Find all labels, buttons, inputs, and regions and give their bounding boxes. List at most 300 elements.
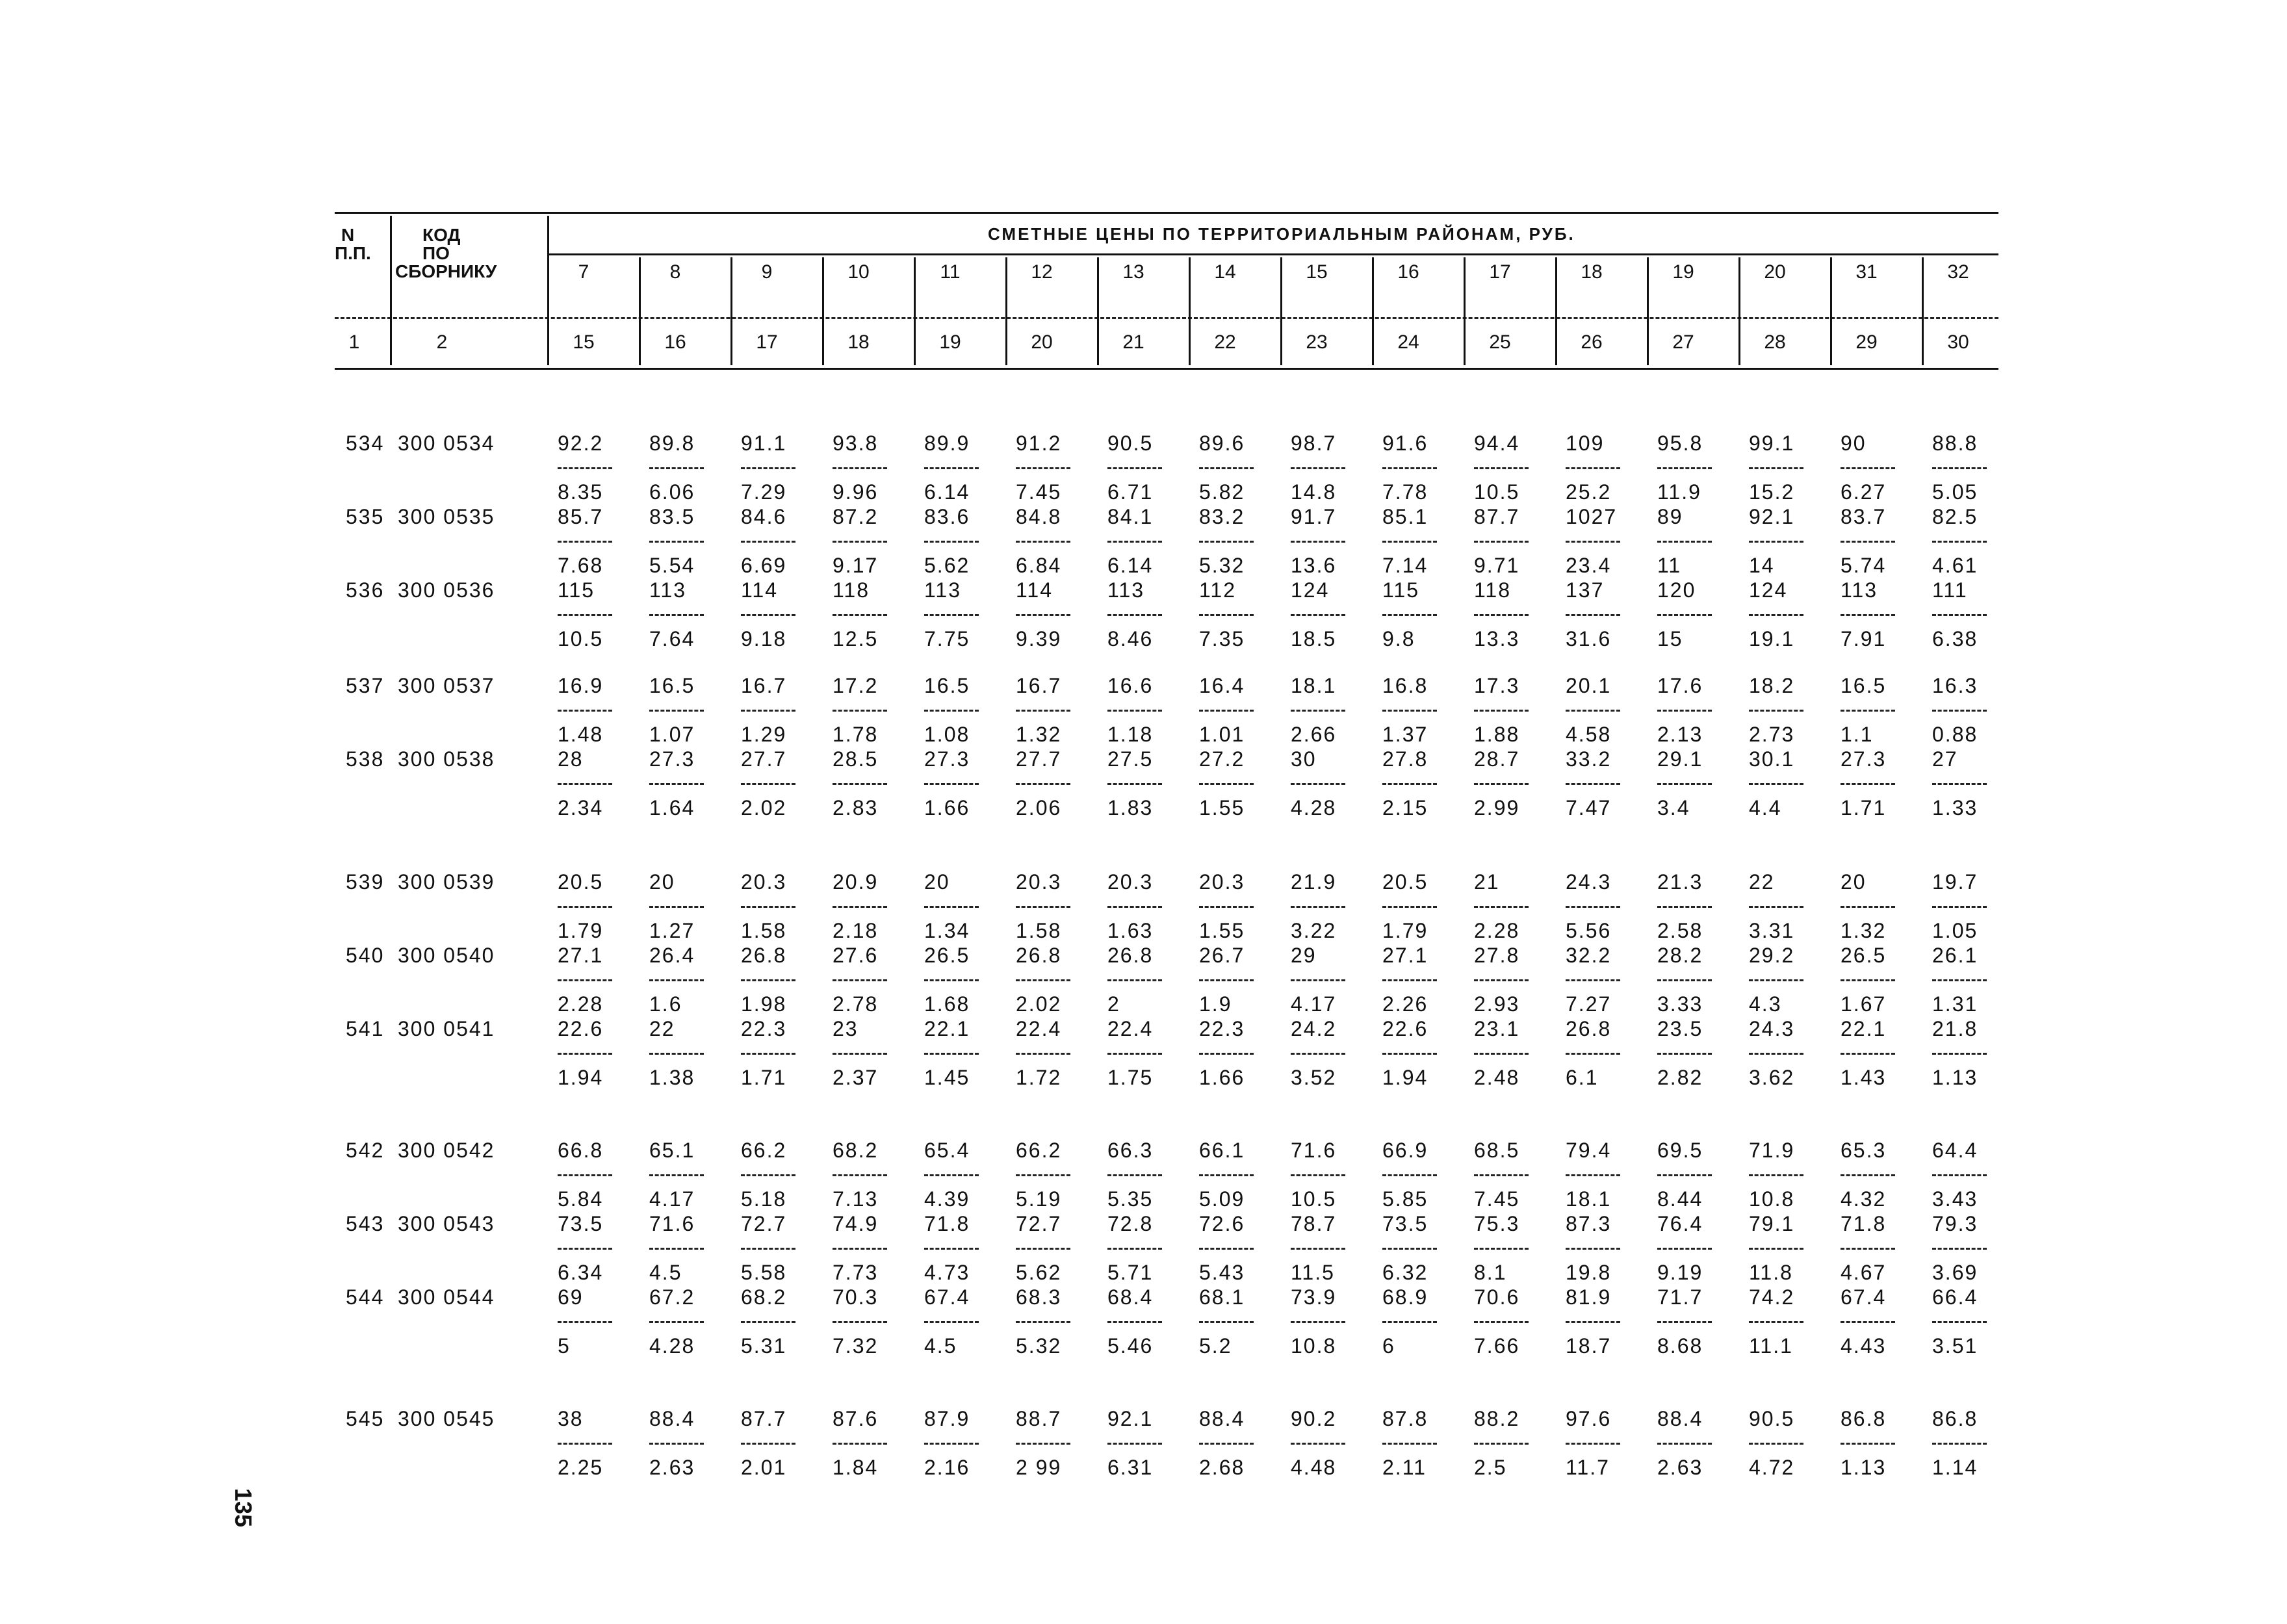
price-value: 20.5 xyxy=(1382,870,1428,894)
price-value: 137 xyxy=(1566,578,1605,602)
price-subvalue: 10.8 xyxy=(1291,1334,1337,1358)
price-subvalue: 19.1 xyxy=(1749,627,1795,651)
price-subvalue: 1.79 xyxy=(558,919,604,942)
fraction-bar xyxy=(1841,1248,1895,1250)
price-subvalue: 11.1 xyxy=(1749,1334,1793,1358)
price-subvalue: 7.73 xyxy=(833,1261,879,1284)
fraction-bar xyxy=(1199,1248,1254,1250)
price-value: 124 xyxy=(1749,578,1788,602)
price-value: 83.5 xyxy=(649,505,695,528)
price-subvalue: 6.1 xyxy=(1566,1066,1599,1089)
price-value: 118 xyxy=(833,578,870,602)
price-subvalue: 1.1 xyxy=(1841,723,1874,746)
price-subvalue: 7.78 xyxy=(1382,480,1428,504)
price-subvalue: 5.19 xyxy=(1016,1187,1062,1211)
price-value: 27.8 xyxy=(1382,747,1428,771)
price-subvalue: 9.18 xyxy=(741,627,787,651)
header-separator xyxy=(1647,257,1649,365)
price-subvalue: 7.91 xyxy=(1841,627,1887,651)
price-value: 84.1 xyxy=(1107,505,1154,528)
fraction-bar xyxy=(1932,1321,1987,1323)
fraction-bar xyxy=(1382,710,1437,712)
fraction-bar xyxy=(1199,1174,1254,1176)
price-subvalue: 7.29 xyxy=(741,480,787,504)
price-subvalue: 6.69 xyxy=(741,554,787,577)
price-value: 26.8 xyxy=(1107,944,1154,967)
price-subvalue: 1.13 xyxy=(1932,1066,1978,1089)
header-separator xyxy=(1464,257,1466,365)
price-subvalue: 2.13 xyxy=(1657,723,1703,746)
fraction-bar xyxy=(1474,614,1529,616)
price-value: 23.5 xyxy=(1657,1017,1703,1040)
row-number: 543 xyxy=(346,1212,385,1235)
price-subvalue: 5.31 xyxy=(741,1334,787,1358)
price-subvalue: 4.48 xyxy=(1291,1456,1337,1479)
fraction-bar xyxy=(1382,467,1437,469)
price-value: 29 xyxy=(1291,944,1317,967)
price-subvalue: 2.78 xyxy=(833,992,879,1016)
fraction-bar xyxy=(1841,906,1895,908)
price-subvalue: 2.48 xyxy=(1474,1066,1520,1089)
price-value: 27.5 xyxy=(1107,747,1154,771)
fraction-bar xyxy=(833,906,887,908)
price-subvalue: 1.14 xyxy=(1932,1456,1978,1479)
price-value: 88.4 xyxy=(1199,1407,1245,1430)
fraction-bar xyxy=(741,1174,795,1176)
price-subvalue: 1.27 xyxy=(649,919,695,942)
price-subvalue: 2.5 xyxy=(1474,1456,1507,1479)
price-value: 69 xyxy=(558,1285,584,1309)
price-value: 72.8 xyxy=(1107,1212,1154,1235)
price-subvalue: 8.68 xyxy=(1657,1334,1703,1358)
price-value: 71.6 xyxy=(1291,1139,1337,1162)
fraction-bar xyxy=(1566,467,1620,469)
price-value: 87.8 xyxy=(1382,1407,1428,1430)
region-number: 32 xyxy=(1947,261,1969,283)
row-number: 541 xyxy=(346,1017,385,1040)
price-value: 20.3 xyxy=(1107,870,1154,894)
fraction-bar xyxy=(1474,710,1529,712)
fraction-bar xyxy=(1932,614,1987,616)
row-number: 539 xyxy=(346,870,385,894)
price-subvalue: 3.31 xyxy=(1749,919,1795,942)
fraction-bar xyxy=(741,1321,795,1323)
price-subvalue: 7.45 xyxy=(1016,480,1062,504)
fraction-bar xyxy=(558,710,612,712)
fraction-bar xyxy=(1566,906,1620,908)
price-subvalue: 1.08 xyxy=(924,723,970,746)
column-number: 28 xyxy=(1764,331,1786,353)
column-number: 21 xyxy=(1122,331,1144,353)
price-subvalue: 3.22 xyxy=(1291,919,1337,942)
price-subvalue: 6.38 xyxy=(1932,627,1978,651)
price-value: 27 xyxy=(1932,747,1958,771)
price-subvalue: 4.17 xyxy=(649,1187,695,1211)
price-value: 89.8 xyxy=(649,432,695,455)
price-value: 20.9 xyxy=(833,870,879,894)
fraction-bar xyxy=(833,783,887,785)
fraction-bar xyxy=(1291,1443,1345,1445)
price-subvalue: 2.06 xyxy=(1016,796,1062,819)
fraction-bar xyxy=(1932,467,1987,469)
price-value: 22.1 xyxy=(924,1017,970,1040)
price-value: 78.7 xyxy=(1291,1212,1337,1235)
fraction-bar xyxy=(1932,1248,1987,1250)
fraction-bar xyxy=(1841,1443,1895,1445)
price-value: 114 xyxy=(1016,578,1053,602)
price-value: 97.6 xyxy=(1566,1407,1612,1430)
price-value: 22.4 xyxy=(1016,1017,1062,1040)
price-subvalue: 19.8 xyxy=(1566,1261,1612,1284)
col-code-label: СБОРНИКУ xyxy=(395,261,497,281)
price-value: 75.3 xyxy=(1474,1212,1520,1235)
fraction-bar xyxy=(833,1443,887,1445)
fraction-bar xyxy=(833,1053,887,1055)
price-subvalue: 9.39 xyxy=(1016,627,1062,651)
price-value: 70.3 xyxy=(833,1285,879,1309)
fraction-bar xyxy=(1566,1321,1620,1323)
price-subvalue: 2.02 xyxy=(1016,992,1062,1016)
price-subvalue: 1.75 xyxy=(1107,1066,1154,1089)
price-subvalue: 4.17 xyxy=(1291,992,1337,1016)
fraction-bar xyxy=(1749,1174,1803,1176)
price-value: 23 xyxy=(833,1017,859,1040)
fraction-bar xyxy=(1107,979,1162,981)
price-value: 16.5 xyxy=(924,674,970,697)
price-value: 67.2 xyxy=(649,1285,695,1309)
fraction-bar xyxy=(649,783,704,785)
price-subvalue: 5.46 xyxy=(1107,1334,1154,1358)
header-separator xyxy=(1738,257,1740,365)
price-subvalue: 7.75 xyxy=(924,627,970,651)
price-subvalue: 2.82 xyxy=(1657,1066,1703,1089)
row-number: 535 xyxy=(346,505,385,528)
header-separator xyxy=(639,257,641,365)
header-separator xyxy=(547,216,549,365)
price-subvalue: 5.62 xyxy=(924,554,970,577)
price-subvalue: 1.32 xyxy=(1016,723,1062,746)
fraction-bar xyxy=(1474,783,1529,785)
price-subvalue: 11.8 xyxy=(1749,1261,1793,1284)
fraction-bar xyxy=(1382,541,1437,543)
price-value: 86.8 xyxy=(1841,1407,1887,1430)
price-subvalue: 1.07 xyxy=(649,723,695,746)
price-value: 28.5 xyxy=(833,747,879,771)
price-subvalue: 11 xyxy=(1657,554,1682,577)
header-top-rule xyxy=(335,212,1998,214)
fraction-bar xyxy=(1382,1053,1437,1055)
price-value: 70.6 xyxy=(1474,1285,1520,1309)
price-subvalue: 18.7 xyxy=(1566,1334,1612,1358)
fraction-bar xyxy=(1657,467,1712,469)
fraction-bar xyxy=(1657,710,1712,712)
fraction-bar xyxy=(1841,783,1895,785)
fraction-bar xyxy=(1291,467,1345,469)
row-code: 300 0543 xyxy=(398,1212,495,1235)
price-value: 28 xyxy=(558,747,584,771)
fraction-bar xyxy=(833,467,887,469)
fraction-bar xyxy=(1932,710,1987,712)
price-subvalue: 3.51 xyxy=(1932,1334,1978,1358)
fraction-bar xyxy=(649,614,704,616)
fraction-bar xyxy=(649,1248,704,1250)
price-value: 68.1 xyxy=(1199,1285,1245,1309)
column-number: 25 xyxy=(1489,331,1511,353)
price-subvalue: 4.5 xyxy=(924,1334,957,1358)
price-value: 88.4 xyxy=(1657,1407,1703,1430)
price-subvalue: 1.05 xyxy=(1932,919,1978,942)
price-value: 92.2 xyxy=(558,432,604,455)
price-subvalue: 4.73 xyxy=(924,1261,970,1284)
fraction-bar xyxy=(1016,614,1070,616)
price-value: 91.1 xyxy=(741,432,787,455)
price-subvalue: 1.48 xyxy=(558,723,604,746)
price-subvalue: 1.71 xyxy=(1841,796,1887,819)
region-number: 13 xyxy=(1122,261,1144,283)
fraction-bar xyxy=(1474,1443,1529,1445)
price-value: 27.7 xyxy=(1016,747,1062,771)
fraction-bar xyxy=(558,1321,612,1323)
region-number: 16 xyxy=(1397,261,1419,283)
fraction-bar xyxy=(1016,1321,1070,1323)
fraction-bar xyxy=(1657,1443,1712,1445)
fraction-bar xyxy=(1657,783,1712,785)
price-value: 17.6 xyxy=(1657,674,1703,697)
price-subvalue: 6.32 xyxy=(1382,1261,1428,1284)
fraction-bar xyxy=(924,1248,979,1250)
column-number: 1 xyxy=(348,331,360,353)
fraction-bar xyxy=(1016,710,1070,712)
price-value: 90.5 xyxy=(1107,432,1154,455)
price-subvalue: 5.32 xyxy=(1016,1334,1062,1358)
price-value: 120 xyxy=(1657,578,1696,602)
fraction-bar xyxy=(558,1443,612,1445)
price-value: 26.5 xyxy=(924,944,970,967)
price-subvalue: 7.13 xyxy=(833,1187,879,1211)
price-value: 21.9 xyxy=(1291,870,1337,894)
price-value: 85.7 xyxy=(558,505,604,528)
price-value: 26.8 xyxy=(741,944,787,967)
price-subvalue: 5.56 xyxy=(1566,919,1612,942)
price-subvalue: 1.38 xyxy=(649,1066,695,1089)
price-subvalue: 2.63 xyxy=(1657,1456,1703,1479)
price-value: 72.6 xyxy=(1199,1212,1245,1235)
price-subvalue: 6.27 xyxy=(1841,480,1887,504)
price-value: 99.1 xyxy=(1749,432,1795,455)
region-number: 14 xyxy=(1214,261,1236,283)
price-value: 65.1 xyxy=(649,1139,695,1162)
fraction-bar xyxy=(1107,1321,1162,1323)
row-number: 536 xyxy=(346,578,385,602)
price-value: 21 xyxy=(1474,870,1500,894)
price-value: 1027 xyxy=(1566,505,1618,528)
fraction-bar xyxy=(741,979,795,981)
fraction-bar xyxy=(1566,783,1620,785)
price-value: 85.1 xyxy=(1382,505,1428,528)
header-separator xyxy=(822,257,824,365)
fraction-bar xyxy=(1474,906,1529,908)
price-value: 20.3 xyxy=(1199,870,1245,894)
fraction-bar xyxy=(1749,467,1803,469)
price-value: 18.1 xyxy=(1291,674,1337,697)
price-value: 16.9 xyxy=(558,674,604,697)
price-subvalue: 7.47 xyxy=(1566,796,1612,819)
price-value: 98.7 xyxy=(1291,432,1337,455)
row-code: 300 0545 xyxy=(398,1407,495,1430)
fraction-bar xyxy=(1291,541,1345,543)
fraction-bar xyxy=(1107,1053,1162,1055)
price-value: 22.3 xyxy=(1199,1017,1245,1040)
row-code: 300 0538 xyxy=(398,747,495,771)
price-value: 113 xyxy=(924,578,962,602)
price-value: 92.1 xyxy=(1107,1407,1154,1430)
fraction-bar xyxy=(1566,541,1620,543)
fraction-bar xyxy=(1474,1174,1529,1176)
fraction-bar xyxy=(1474,541,1529,543)
price-subvalue: 3.43 xyxy=(1932,1187,1978,1211)
price-subvalue: 6.14 xyxy=(1107,554,1154,577)
price-subvalue: 1.18 xyxy=(1107,723,1154,746)
fraction-bar xyxy=(558,1053,612,1055)
fraction-bar xyxy=(924,906,979,908)
fraction-bar xyxy=(1199,467,1254,469)
price-value: 26.7 xyxy=(1199,944,1245,967)
fraction-bar xyxy=(1474,1321,1529,1323)
column-number: 2 xyxy=(436,331,448,353)
price-subvalue: 25.2 xyxy=(1566,480,1612,504)
price-value: 16.8 xyxy=(1382,674,1428,697)
price-value: 28.7 xyxy=(1474,747,1520,771)
price-value: 115 xyxy=(558,578,595,602)
price-subvalue: 7.14 xyxy=(1382,554,1428,577)
fraction-bar xyxy=(1749,783,1803,785)
price-value: 87.6 xyxy=(833,1407,879,1430)
price-value: 88.7 xyxy=(1016,1407,1062,1430)
region-number: 17 xyxy=(1489,261,1511,283)
fraction-bar xyxy=(1474,1248,1529,1250)
price-subvalue: 3.4 xyxy=(1657,796,1690,819)
price-subvalue: 1.58 xyxy=(1016,919,1062,942)
price-subvalue: 5.54 xyxy=(649,554,695,577)
fraction-bar xyxy=(1291,979,1345,981)
price-subvalue: 1.98 xyxy=(741,992,787,1016)
fraction-bar xyxy=(1199,1321,1254,1323)
fraction-bar xyxy=(1749,1053,1803,1055)
fraction-bar xyxy=(1291,710,1345,712)
header-separator xyxy=(1005,257,1007,365)
header-separator xyxy=(914,257,916,365)
price-subvalue: 6.71 xyxy=(1107,480,1154,504)
price-subvalue: 1.84 xyxy=(833,1456,879,1479)
fraction-bar xyxy=(1199,1443,1254,1445)
price-subvalue: 1.63 xyxy=(1107,919,1154,942)
price-subvalue: 4.4 xyxy=(1749,796,1782,819)
fraction-bar xyxy=(1291,1321,1345,1323)
price-value: 73.5 xyxy=(558,1212,604,1235)
fraction-bar xyxy=(649,467,704,469)
price-value: 26.8 xyxy=(1016,944,1062,967)
fraction-bar xyxy=(833,979,887,981)
fraction-bar xyxy=(1016,783,1070,785)
row-number: 542 xyxy=(346,1139,385,1162)
price-value: 16.3 xyxy=(1932,674,1978,697)
price-value: 66.4 xyxy=(1932,1285,1978,1309)
price-subvalue: 6 xyxy=(1382,1334,1395,1358)
fraction-bar xyxy=(1107,906,1162,908)
price-subvalue: 5.71 xyxy=(1107,1261,1154,1284)
fraction-bar xyxy=(1749,710,1803,712)
price-subvalue: 11.7 xyxy=(1566,1456,1610,1479)
price-value: 113 xyxy=(1841,578,1878,602)
price-subvalue: 9.8 xyxy=(1382,627,1415,651)
price-value: 112 xyxy=(1199,578,1237,602)
fraction-bar xyxy=(924,1443,979,1445)
price-subvalue: 1.37 xyxy=(1382,723,1428,746)
fraction-bar xyxy=(741,1443,795,1445)
price-subvalue: 2 99 xyxy=(1016,1456,1062,1479)
fraction-bar xyxy=(1016,979,1070,981)
price-value: 86.8 xyxy=(1932,1407,1978,1430)
price-value: 67.4 xyxy=(924,1285,970,1309)
fraction-bar xyxy=(1749,541,1803,543)
header-region-rule xyxy=(547,253,1998,255)
price-value: 88.4 xyxy=(649,1407,695,1430)
price-value: 74.9 xyxy=(833,1212,879,1235)
price-subvalue: 10.8 xyxy=(1749,1187,1795,1211)
fraction-bar xyxy=(558,979,612,981)
column-number: 30 xyxy=(1947,331,1969,353)
price-value: 26.5 xyxy=(1841,944,1887,967)
price-subvalue: 8.35 xyxy=(558,480,604,504)
price-value: 27.8 xyxy=(1474,944,1520,967)
fraction-bar xyxy=(558,783,612,785)
price-value: 65.4 xyxy=(924,1139,970,1162)
fraction-bar xyxy=(833,1248,887,1250)
price-value: 92.1 xyxy=(1749,505,1795,528)
price-value: 89.9 xyxy=(924,432,970,455)
price-subvalue: 1.66 xyxy=(924,796,970,819)
fraction-bar xyxy=(1749,614,1803,616)
fraction-bar xyxy=(1382,1321,1437,1323)
price-subvalue: 1.71 xyxy=(741,1066,787,1089)
price-subvalue: 4.32 xyxy=(1841,1187,1887,1211)
col-n-label: N xyxy=(341,225,355,245)
col-n-label: П.П. xyxy=(335,243,371,263)
price-value: 68.5 xyxy=(1474,1139,1520,1162)
price-value: 66.8 xyxy=(558,1139,604,1162)
fraction-bar xyxy=(924,710,979,712)
row-code: 300 0536 xyxy=(398,578,495,602)
fraction-bar xyxy=(1199,614,1254,616)
price-subvalue: 31.6 xyxy=(1566,627,1612,651)
price-value: 27.6 xyxy=(833,944,879,967)
price-subvalue: 2.66 xyxy=(1291,723,1337,746)
price-subvalue: 7.32 xyxy=(833,1334,879,1358)
price-value: 28.2 xyxy=(1657,944,1703,967)
price-value: 20.3 xyxy=(741,870,787,894)
price-value: 81.9 xyxy=(1566,1285,1612,1309)
price-subvalue: 2.25 xyxy=(558,1456,604,1479)
fraction-bar xyxy=(1657,1321,1712,1323)
price-value: 93.8 xyxy=(833,432,879,455)
price-subvalue: 7.66 xyxy=(1474,1334,1520,1358)
fraction-bar xyxy=(649,1321,704,1323)
fraction-bar xyxy=(1107,1443,1162,1445)
fraction-bar xyxy=(1016,541,1070,543)
price-subvalue: 4.61 xyxy=(1932,554,1978,577)
fraction-bar xyxy=(558,614,612,616)
fraction-bar xyxy=(1199,710,1254,712)
